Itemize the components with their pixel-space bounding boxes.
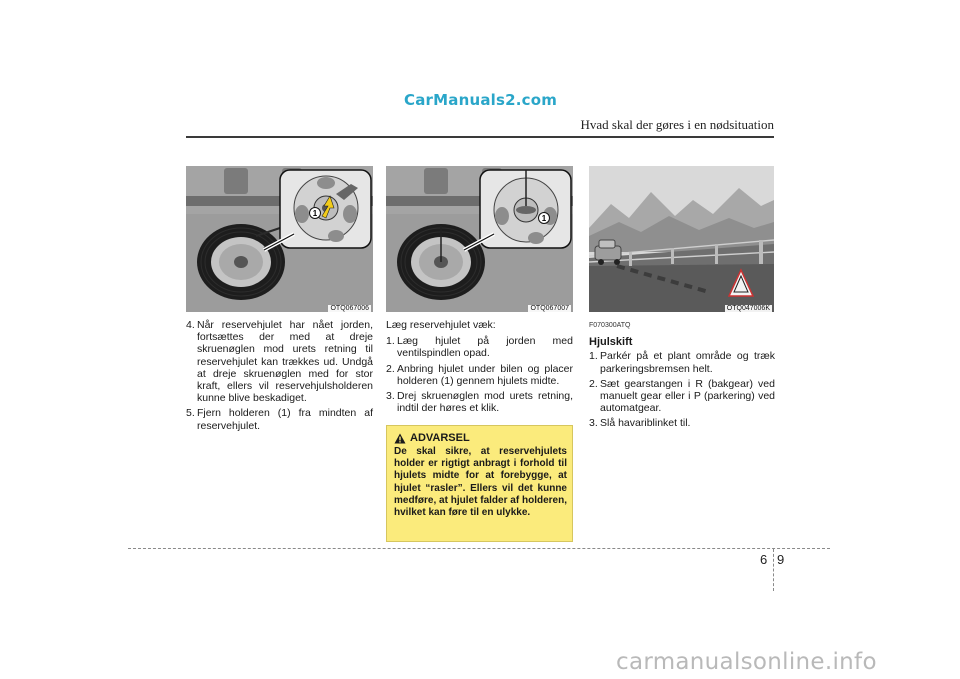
list-number: 2. xyxy=(386,362,395,375)
list-number: 3. xyxy=(589,417,598,430)
page-number: 9 xyxy=(777,552,785,567)
list-item xyxy=(386,363,573,387)
list-item xyxy=(186,407,373,431)
chapter-number: 6 xyxy=(760,552,768,567)
list-text: Anbring hjulet under bilen og placer holderen (1) gennem hjulets midte. xyxy=(397,362,573,387)
header-rule xyxy=(186,136,774,138)
list-item xyxy=(589,378,775,415)
list-text: Når reservehjulet har nået jorden, fortsættes der med at dreje skruenøglen mod urets retning til reservehjulet kan trækkes ud. Undgå at dreje skruenøglen med for stor kraft, ellers vil reservehjulsholderen kunne blive beskadiget. xyxy=(197,319,373,405)
list-item xyxy=(386,335,573,359)
warning-box xyxy=(386,425,573,542)
warning-body: De skal sikre, at reservehjulets holder er rigtigt anbragt i forhold til hjulets midte for at forebygge, at hjulet “rasler”. Ellers vil det kunne medføre, at hjulet falder af holderen, hvilket kan føre til en ulykke. xyxy=(394,446,567,519)
list-text: Sæt gearstangen i R (bakgear) ved manuelt gear eller i P (parkering) ved automatgear. xyxy=(600,377,775,415)
list-number: 1. xyxy=(589,350,598,363)
figure-roadside-parking xyxy=(589,166,774,312)
list-text: Slå havariblinket til. xyxy=(600,417,691,430)
list-number: 2. xyxy=(589,377,598,390)
section-heading: Hjulskift xyxy=(589,336,633,349)
footer-rule xyxy=(128,548,830,549)
warning-triangle-icon xyxy=(394,433,406,444)
list-number: 5. xyxy=(186,407,195,420)
footer-divider xyxy=(773,549,774,591)
list-text: Parkér på et plant område og træk parkeringsbremsen helt. xyxy=(600,350,775,375)
site-watermark-top[interactable]: CarManuals2.com xyxy=(404,91,558,109)
list-text: Fjern holderen (1) fra mindten af reservehjulet. xyxy=(197,407,373,432)
reference-code: F070300ATQ xyxy=(589,322,631,329)
column-2 xyxy=(386,319,573,417)
figure-code: OTQ067007 xyxy=(530,305,569,312)
warning-header xyxy=(394,432,567,444)
list-item xyxy=(589,417,775,429)
column-1 xyxy=(186,319,373,435)
site-watermark-bottom[interactable]: carmanualsonline.info xyxy=(616,649,877,675)
warning-title: ADVARSEL xyxy=(410,432,470,444)
list-number: 4. xyxy=(186,319,195,331)
list-text: Læg hjulet på jorden med ventilspindlen opad. xyxy=(397,335,573,360)
list-number: 3. xyxy=(386,390,395,403)
callout-1: 1 xyxy=(541,214,547,223)
list-item xyxy=(186,319,373,404)
callout-1: 1 xyxy=(312,209,318,218)
section-title: Hvad skal der gøres i en nødsituation xyxy=(580,117,774,132)
figure-code: OTQ047006K xyxy=(726,305,770,312)
illustration-spare-tire-lowered xyxy=(186,166,373,312)
list-text: Drej skruenøglen mod urets retning, indtil der høres et klik. xyxy=(397,390,573,415)
list-number: 1. xyxy=(386,335,395,348)
figure-spare-tire-lowered xyxy=(186,166,373,312)
list-item xyxy=(386,390,573,414)
figure-holder-through-wheel xyxy=(386,166,573,312)
figure-code: OTQ067006 xyxy=(330,305,369,312)
list-item xyxy=(589,350,775,374)
column-3 xyxy=(589,319,775,433)
intro-text: Læg reservehjulet væk: xyxy=(386,319,496,331)
illustration-holder-through-wheel xyxy=(386,166,573,312)
illustration-roadside-parking xyxy=(589,166,774,312)
